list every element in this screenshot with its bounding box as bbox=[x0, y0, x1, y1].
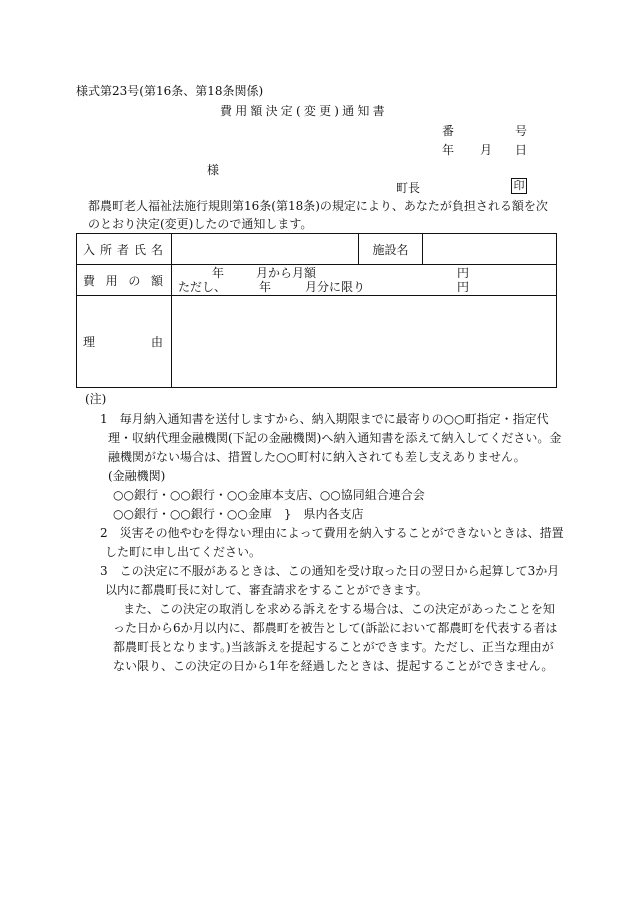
note-1-line-2: 理・収納代理金融機関(下記の金融機関)へ納入通知書を添えて納入してください。金 bbox=[108, 431, 562, 445]
resident-name-label: 入所者氏名 bbox=[77, 234, 172, 265]
note-3-line-4: った日から6か月以内に、都農町を被告として(訴訟において都農町を代表する者は bbox=[113, 621, 558, 635]
intro-line-2: のとおり決定(変更)したので通知します。 bbox=[88, 217, 313, 231]
note-3-line-3: また、この決定の取消しを求める訴えをする場合は、この決定があったことを知 bbox=[123, 602, 555, 616]
reason-value bbox=[172, 296, 557, 388]
facility-value bbox=[423, 234, 557, 265]
fee-limit-yen-label: 円 bbox=[456, 280, 469, 294]
fee-monthly-line bbox=[178, 266, 556, 280]
number-label: 番 bbox=[442, 124, 455, 138]
sender-title: 町長 bbox=[396, 181, 421, 195]
notes-heading: (注) bbox=[85, 392, 107, 406]
date-day-label: 日 bbox=[515, 143, 528, 157]
fee-limit-prefix: ただし、 bbox=[178, 280, 227, 294]
facility-label: 施設名 bbox=[359, 234, 423, 265]
fee-label-char: 用 bbox=[105, 273, 118, 288]
fee-limited-line bbox=[178, 280, 556, 294]
note-1-line-1: 1 毎月納入通知書を送付しますから、納入期限までに最寄りの○○町指定・指定代 bbox=[100, 412, 549, 426]
fee-value bbox=[172, 265, 557, 296]
note-3-line-1: 3 この決定に不服があるときは、この通知を受け取った日の翌日から起算して3か月 bbox=[100, 564, 560, 578]
intro-line-1: 都農町老人福祉法施行規則第16条(第18条)の規定により、あなたが負担される額を次 bbox=[88, 199, 548, 213]
fee-yen-label: 円 bbox=[456, 266, 469, 280]
date-month-label: 月 bbox=[480, 143, 493, 157]
fee-label bbox=[77, 265, 172, 296]
note-3-line-6: ない限り、この決定の日から1年を経過したときは、提起することができません。 bbox=[113, 659, 554, 673]
note-3-line-5: 都農町長となります。)当該訴えを提起することができます。ただし、正当な理由が bbox=[113, 640, 554, 654]
fee-year-label: 年 bbox=[212, 266, 225, 280]
fee-label-char: 費 bbox=[83, 273, 96, 288]
bank-line-2: ○○銀行・○○銀行・○○金庫 } 県内各支店 bbox=[113, 507, 364, 521]
fee-limit-month-label: 月分に限り bbox=[305, 280, 366, 294]
notice-table bbox=[76, 233, 557, 388]
note-2-line-2: した町に申し出てください。 bbox=[105, 545, 262, 559]
form-number: 様式第23号(第16条、第18条関係) bbox=[76, 84, 264, 98]
reason-label bbox=[77, 296, 172, 388]
date-year-label: 年 bbox=[442, 143, 455, 157]
fee-label-char: 額 bbox=[150, 273, 163, 288]
document-title: 費用額決定(変更)通知書 bbox=[220, 104, 388, 118]
number-unit: 号 bbox=[515, 124, 528, 138]
note-2-line-1: 2 災害その他やむを得ない理由によって費用を納入することができないときは、措置 bbox=[100, 526, 564, 540]
note-3-line-2: 以内に都農町長に対して、審査請求をすることができます。 bbox=[105, 583, 428, 597]
bank-line-1: ○○銀行・○○銀行・○○金庫本支店、○○協同組合連合会 bbox=[113, 488, 425, 502]
seal-stamp: 印 bbox=[511, 178, 527, 194]
fee-label-char: の bbox=[128, 273, 141, 288]
fee-limit-year-label: 年 bbox=[259, 280, 272, 294]
resident-name-value bbox=[172, 234, 359, 265]
addressee-suffix: 様 bbox=[207, 163, 220, 177]
note-1-line-3: 融機関がない場合は、措置した○○町村に納入されても差し支えありません。 bbox=[108, 450, 526, 464]
bank-heading: (金融機関) bbox=[108, 469, 166, 483]
fee-from-month-label: 月から月額 bbox=[256, 266, 317, 280]
reason-label-char: 理 bbox=[83, 335, 96, 349]
reason-label-char: 由 bbox=[150, 335, 163, 349]
